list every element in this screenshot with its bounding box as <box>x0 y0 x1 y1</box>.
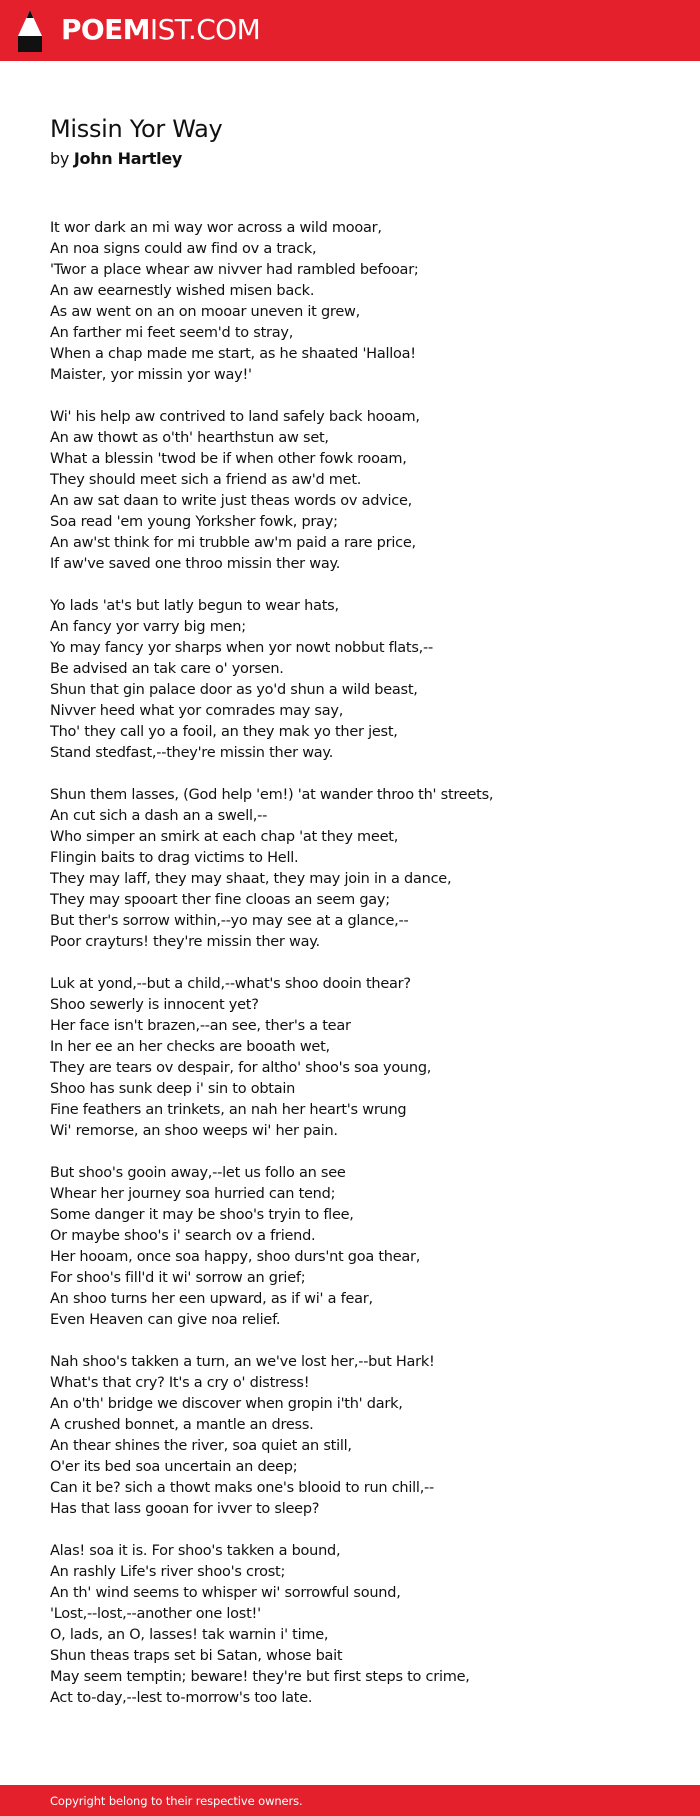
poem-stanza <box>50 596 670 764</box>
poem-line: Or maybe shoo's i' search ov a friend. <box>50 1228 316 1244</box>
poem-line: Her face isn't brazen,--an see, ther's a tear <box>50 1018 351 1034</box>
poem-line: Can it be? sich a thowt maks one's blooid to run chill,-- <box>50 1480 435 1496</box>
poem-line: Be advised an tak care o' yorsen. <box>50 661 284 677</box>
poem-line: An aw thowt as o'th' hearthstun aw set, <box>50 430 329 446</box>
poem-line: Shun that gin palace door as yo'd shun a wild beast, <box>50 682 418 698</box>
poem-line: Shun theas traps set bi Satan, whose bait <box>50 1648 343 1664</box>
poem-stanza <box>50 1541 670 1709</box>
poem-line: Stand stedfast,--they're missin ther way. <box>50 745 334 761</box>
poem-line: Soa read 'em young Yorksher fowk, pray; <box>50 514 338 530</box>
poem-line: Fine feathers an trinkets, an nah her heart's wrung <box>50 1102 407 1118</box>
poem-line: A crushed bonnet, a mantle an dress. <box>50 1417 314 1433</box>
poem-line: Luk at yond,--but a child,--what's shoo dooin thear? <box>50 976 411 992</box>
poem-line: An shoo turns her een upward, as if wi' a fear, <box>50 1291 373 1307</box>
poem-line: Wi' remorse, an shoo weeps wi' her pain. <box>50 1123 338 1139</box>
poem-line: An fancy yor varry big men; <box>50 619 246 635</box>
poem-title: Missin Yor Way <box>50 115 223 143</box>
poem-line: Shun them lasses, (God help 'em!) 'at wander throo th' streets, <box>50 787 494 803</box>
poem-line: Yo may fancy yor sharps when yor nowt nobbut flats,-- <box>50 640 433 656</box>
footer-copyright: Copyright belong to their respective owners. <box>50 1794 303 1808</box>
poem-line: In her ee an her checks are booath wet, <box>50 1039 330 1055</box>
poem-stanza <box>50 1163 670 1331</box>
poem-line: Shoo has sunk deep i' sin to obtain <box>50 1081 296 1097</box>
poem-line: But ther's sorrow within,--yo may see at a glance,-- <box>50 913 409 929</box>
poem-line: Nivver heed what yor comrades may say, <box>50 703 344 719</box>
poem-stanza <box>50 407 670 575</box>
poem-line: When a chap made me start, as he shaated 'Halloa! <box>50 346 416 362</box>
poem-line: An noa signs could aw find ov a track, <box>50 241 317 257</box>
poem-line: As aw went on an on mooar uneven it grew, <box>50 304 360 320</box>
poem-line: 'Lost,--lost,--another one lost!' <box>50 1606 261 1622</box>
poem-byline <box>50 148 182 170</box>
poem-line: Nah shoo's takken a turn, an we've lost her,--but Hark! <box>50 1354 435 1370</box>
poem-line: Wi' his help aw contrived to land safely back hooam, <box>50 409 420 425</box>
poem-line: An aw'st think for mi trubble aw'm paid a rare price, <box>50 535 416 551</box>
poem-line: An cut sich a dash an a swell,-- <box>50 808 268 824</box>
poem-line: Flingin baits to drag victims to Hell. <box>50 850 299 866</box>
poem-line: They should meet sich a friend as aw'd met. <box>50 472 362 488</box>
poem-line: Some danger it may be shoo's tryin to flee, <box>50 1207 354 1223</box>
poem-stanza <box>50 974 670 1142</box>
logo-light-text: IST.COM <box>149 13 261 46</box>
poem-line: Alas! soa it is. For shoo's takken a bound, <box>50 1543 341 1559</box>
poem-line: May seem temptin; beware! they're but first steps to crime, <box>50 1669 470 1685</box>
poem-line: Poor crayturs! they're missin ther way. <box>50 934 320 950</box>
site-logo[interactable] <box>61 10 260 50</box>
site-footer <box>0 1785 700 1816</box>
poem-line: Yo lads 'at's but latly begun to wear hats, <box>50 598 339 614</box>
poem-line: It wor dark an mi way wor across a wild mooar, <box>50 220 382 236</box>
poem-line: Act to-day,--lest to-morrow's too late. <box>50 1690 313 1706</box>
poem-line: What a blessin 'twod be if when other fowk rooam, <box>50 451 407 467</box>
logo-bold-text: POEM <box>61 13 150 46</box>
poem-stanza <box>50 785 670 953</box>
pencil-tip-icon[interactable] <box>18 10 42 52</box>
by-label: by <box>50 149 70 168</box>
poem-line: Whear her journey soa hurried can tend; <box>50 1186 336 1202</box>
poem-line: An thear shines the river, soa quiet an still, <box>50 1438 352 1454</box>
poem-line: 'Twor a place whear aw nivver had rambled befooar; <box>50 262 419 278</box>
poem-line: They are tears ov despair, for altho' shoo's soa young, <box>50 1060 432 1076</box>
poem-stanza <box>50 1352 670 1520</box>
poem-line: An th' wind seems to whisper wi' sorrowful sound, <box>50 1585 401 1601</box>
poem-line: Who simper an smirk at each chap 'at they meet, <box>50 829 399 845</box>
poem-line: An aw eearnestly wished misen back. <box>50 283 315 299</box>
poem-line: An rashly Life's river shoo's crost; <box>50 1564 286 1580</box>
poem-body <box>50 218 670 1730</box>
poem-line: For shoo's fill'd it wi' sorrow an grief; <box>50 1270 306 1286</box>
poem-line: O, lads, an O, lasses! tak warnin i' time, <box>50 1627 329 1643</box>
poem-line: They may spooart ther fine clooas an seem gay; <box>50 892 390 908</box>
poem-line: An o'th' bridge we discover when gropin i'th' dark, <box>50 1396 403 1412</box>
poem-line: Her hooam, once soa happy, shoo durs'nt goa thear, <box>50 1249 421 1265</box>
poem-line: Tho' they call yo a fooil, an they mak yo ther jest, <box>50 724 398 740</box>
poem-line: Has that lass gooan for ivver to sleep? <box>50 1501 320 1517</box>
poem-line: Shoo sewerly is innocent yet? <box>50 997 259 1013</box>
poem-line: They may laff, they may shaat, they may join in a dance, <box>50 871 452 887</box>
poem-line: But shoo's gooin away,--let us follo an see <box>50 1165 346 1181</box>
site-header <box>0 0 700 61</box>
poem-line: O'er its bed soa uncertain an deep; <box>50 1459 298 1475</box>
poem-line: Maister, yor missin yor way!' <box>50 367 252 383</box>
poem-line: What's that cry? It's a cry o' distress! <box>50 1375 310 1391</box>
author-name[interactable]: John Hartley <box>73 149 183 168</box>
poem-line: Even Heaven can give noa relief. <box>50 1312 281 1328</box>
poem-stanza <box>50 218 670 386</box>
poem-line: An aw sat daan to write just theas words ov advice, <box>50 493 413 509</box>
poem-line: An farther mi feet seem'd to stray, <box>50 325 294 341</box>
poem-line: If aw've saved one throo missin ther way. <box>50 556 341 572</box>
